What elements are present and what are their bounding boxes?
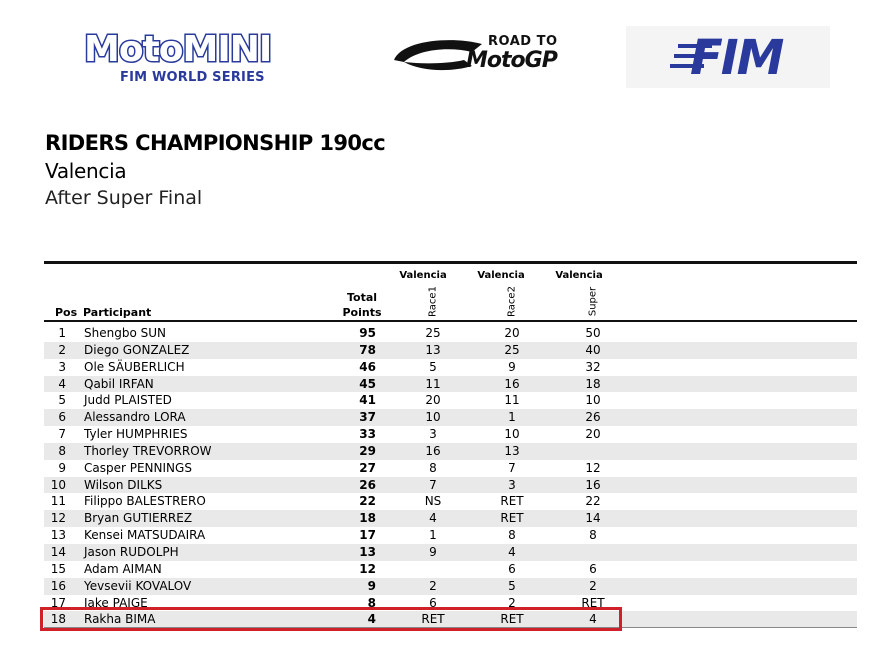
table-row [44,443,857,460]
race1-cell: 13 [425,342,441,357]
table-row [44,460,857,477]
venue-header-3: Valencia [555,270,603,281]
table-row [44,477,857,494]
super-final-cell: 6 [589,561,597,576]
total-points-cell: 46 [359,359,376,374]
position-cell: 11 [50,494,66,509]
fim-logo-text: FIM [690,30,783,86]
venue-header-2: Valencia [477,270,525,281]
motogp-text: MotoGP [466,48,557,73]
super-final-cell: 12 [585,460,601,475]
race2-cell: 10 [504,427,520,442]
event-name: Valencia [45,159,127,183]
session-subtitle: After Super Final [45,187,203,209]
table-row [44,493,857,510]
total-header-line2: Points [342,306,382,319]
race1-cell: 3 [429,427,437,442]
total-points-cell: 33 [359,427,376,442]
table-row [44,561,857,578]
super-final-cell: 32 [585,359,601,374]
participant-cell: Filippo BALESTRERO [84,494,206,509]
table-row [44,325,857,342]
total-points-cell: 27 [359,460,376,475]
position-cell: 16 [50,578,66,593]
race2-cell: 7 [508,460,516,475]
total-points-cell: 4 [367,612,376,627]
race2-cell: 13 [504,443,520,458]
race2-cell: 2 [508,595,516,610]
championship-title: RIDERS CHAMPIONSHIP 190cc [45,131,386,155]
total-header-line1: Total [346,291,378,304]
motomini-logo-main: MotoMINI [84,29,272,70]
total-points-cell: 9 [367,578,376,593]
table-row [44,578,857,595]
total-points-cell: 12 [359,561,376,576]
participant-cell: Casper PENNINGS [84,460,192,475]
position-cell: 12 [50,511,66,526]
super-final-cell: 20 [585,427,601,442]
race2-cell: 16 [504,376,520,391]
total-points-cell: 22 [359,494,376,509]
table-header-rule [44,320,857,322]
participant-cell: Yevsevii KOVALOV [84,578,192,593]
race1-cell: 8 [429,460,437,475]
total-points-cell: 13 [359,544,376,559]
race2-cell: 3 [508,477,516,492]
race2-header: Race2 [506,286,518,317]
super-final-cell: 18 [585,376,601,391]
motomini-logo [84,30,329,88]
race2-cell: RET [500,511,524,526]
participant-cell: Adam AIMAN [84,561,162,576]
super-final-cell: 40 [585,342,601,357]
table-row [44,544,857,561]
super-final-cell: 4 [589,612,597,627]
race2-cell: 6 [508,561,516,576]
position-cell: 1 [58,326,66,340]
position-cell: 7 [58,427,66,442]
race2-cell: 20 [504,326,520,340]
super-final-cell: 22 [585,494,601,509]
participant-cell: Jake PAIGE [84,595,148,610]
race1-cell: 16 [425,443,441,458]
participant-cell: Tyler HUMPHRIES [84,427,188,442]
race1-cell: 11 [425,376,441,391]
position-cell: 18 [50,612,66,627]
table-row [44,426,857,443]
position-cell: 9 [58,460,66,475]
position-cell: 10 [50,477,66,492]
total-points-cell: 29 [359,443,376,458]
race2-cell: 4 [508,544,516,559]
race1-cell: 6 [429,595,437,610]
position-cell: 8 [58,443,66,458]
position-cell: 15 [50,561,66,576]
total-points-cell: 8 [367,595,376,610]
race2-cell: 25 [504,342,520,357]
participant-cell: Wilson DILKS [84,477,163,492]
race1-cell: 2 [429,578,437,593]
position-cell: 3 [58,359,66,374]
race1-cell: 1 [429,528,437,543]
total-points-cell: 41 [359,393,376,408]
position-cell: 13 [50,528,66,543]
super-final-cell: 50 [585,326,601,340]
total-points-cell: 45 [359,376,376,391]
participant-cell: Shengbo SUN [84,326,166,340]
table-row [44,342,857,359]
participant-cell: Diego GONZALEZ [84,342,190,357]
super-final-cell: 10 [585,393,601,408]
standings-table [44,325,857,628]
participant-cell: Qabil IRFAN [84,376,154,391]
position-cell: 17 [50,595,66,610]
participant-cell: Judd PLAISTED [84,393,172,408]
participant-cell: Bryan GUTIERREZ [84,511,193,526]
race2-cell: 8 [508,528,516,543]
table-row [44,376,857,393]
table-row [44,409,857,426]
participant-cell: Ole SÄUBERLICH [84,359,185,374]
table-row [44,527,857,544]
table-row [44,510,857,527]
super-header: Super [587,286,599,317]
position-cell: 2 [58,342,66,357]
total-points-cell: 26 [359,477,376,492]
road-to-motogp-logo [392,30,607,80]
race1-cell: NS [424,494,442,509]
super-final-cell: RET [581,595,605,610]
race1-header: Race1 [427,286,439,317]
venue-header-1: Valencia [399,270,447,281]
race2-cell: 11 [504,393,520,408]
highlight-box [40,607,622,631]
fim-logo [626,26,830,88]
participant-cell: Thorley TREVORROW [84,443,212,458]
race2-cell: 1 [508,410,516,425]
race1-cell: 20 [425,393,441,408]
race2-cell: 5 [508,578,516,593]
race1-cell: 7 [429,477,437,492]
total-points-cell: 95 [359,326,376,340]
participant-cell: Kensei MATSUDAIRA [84,528,206,543]
race1-cell: 9 [429,544,437,559]
race1-cell: 5 [429,359,437,374]
race2-cell: RET [500,494,524,509]
participant-cell: Alessandro LORA [84,410,186,425]
race1-cell: 10 [425,410,441,425]
pos-header: Pos [55,306,78,319]
position-cell: 4 [58,376,66,391]
total-points-cell: 78 [359,342,376,357]
participant-header: Participant [83,306,152,319]
race2-cell: RET [500,612,524,627]
race1-cell: 25 [425,326,441,340]
participant-cell: Jason RUDOLPH [84,544,179,559]
table-row [44,359,857,376]
motomini-logo-sub: FIM WORLD SERIES [120,70,265,85]
table-row [44,392,857,409]
table-top-rule [44,261,857,264]
total-points-cell: 37 [359,410,376,425]
total-points-cell: 17 [359,528,376,543]
participant-cell: Rakha BIMA [84,612,156,627]
position-cell: 5 [58,393,66,408]
race1-cell: RET [421,612,445,627]
race2-cell: 9 [508,359,516,374]
super-final-cell: 8 [589,528,597,543]
super-final-cell: 14 [585,511,601,526]
total-points-cell: 18 [359,511,376,526]
super-final-cell: 16 [585,477,601,492]
position-cell: 14 [50,544,66,559]
super-final-cell: 26 [585,410,601,425]
road-to-text: ROAD TO [488,34,558,49]
race1-cell: 4 [429,511,437,526]
position-cell: 6 [58,410,66,425]
super-final-cell: 2 [589,578,597,593]
